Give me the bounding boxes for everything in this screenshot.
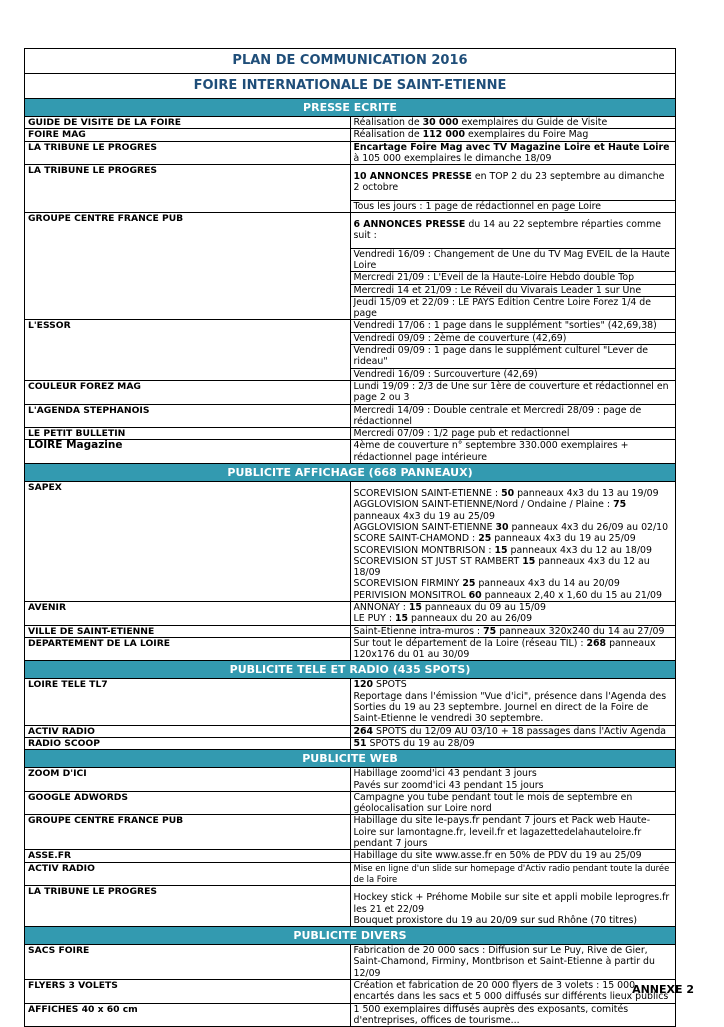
- media-detail: [350, 428, 676, 440]
- table-row: [25, 1003, 676, 1027]
- table-row: [25, 141, 676, 165]
- detail-bold-text: 50: [501, 488, 515, 500]
- detail-line: [354, 578, 673, 589]
- detail-line: [354, 219, 673, 242]
- detail-line: [354, 613, 673, 624]
- detail-text: panneaux 4x3 du 14 au 20/09: [475, 578, 620, 590]
- table-row: [25, 768, 676, 792]
- communication-plan-table: [24, 48, 676, 1027]
- detail-line: [354, 691, 673, 725]
- media-detail: [350, 200, 676, 212]
- detail-bold-text: 264: [353, 725, 374, 737]
- detail-line: [354, 915, 673, 926]
- media-name: DEPARTEMENT DE LA LOIRE: [25, 637, 351, 661]
- media-name: LA TRIBUNE LE PROGRES: [25, 141, 351, 165]
- section-header: PUBLICITE WEB: [25, 750, 676, 768]
- table-row: [25, 679, 676, 725]
- detail-text: exemplaires du Foire Mag: [465, 129, 589, 141]
- media-name: ASSE.FR: [25, 850, 351, 862]
- detail-bold-text: 25: [478, 533, 492, 545]
- detail-text: Bouquet proxistore du 19 au 20/09 sur sud Rhône (70 titres): [353, 914, 638, 926]
- media-detail: [350, 601, 676, 625]
- detail-line: [354, 638, 673, 661]
- detail-text: 4ème de couverture n° septembre 330.000 exemplaires + rédactionnel page intérieure: [353, 440, 629, 463]
- media-detail: [350, 737, 676, 749]
- media-detail: [350, 625, 676, 637]
- media-name: GROUPE CENTRE FRANCE PUB: [25, 815, 351, 850]
- annexe-label: ANNEXE 2: [632, 983, 694, 996]
- detail-text: panneaux 120x176 du 01 au 30/09: [353, 637, 656, 661]
- section-header: PUBLICITE DIVERS: [25, 927, 676, 945]
- media-detail: [350, 296, 676, 320]
- table-row: [25, 601, 676, 625]
- media-name: VILLE DE SAINT-ETIENNE: [25, 625, 351, 637]
- detail-line: [354, 249, 673, 272]
- media-detail: [350, 886, 676, 927]
- detail-text: PERIVISION MONSITROL: [353, 589, 469, 601]
- detail-line: [354, 488, 673, 499]
- table-row: [25, 725, 676, 737]
- media-detail: [350, 284, 676, 296]
- detail-text: Habillage du site le-pays.fr pendant 7 jours et Pack web Haute-Loire sur lamontagne.fr, leveil.fr et lagazettedelahauteloire.fr pendant 7 jours: [353, 815, 651, 850]
- detail-text: en TOP 2 du 23 septembre au dimanche 2 octobre: [353, 171, 665, 194]
- detail-text: SCOREVISION SAINT-ETIENNE :: [353, 488, 502, 500]
- table-row: [25, 165, 676, 201]
- media-name: LA TRIBUNE LE PROGRES: [25, 886, 351, 927]
- detail-text: Réalisation de: [353, 129, 423, 141]
- detail-text: Vendredi 16/09 : Surcouverture (42,69): [353, 368, 538, 380]
- detail-text: Mise en ligne d'un slide sur homepage d'Activ radio pendant toute la durée de la Foire: [353, 862, 670, 884]
- detail-line: [354, 142, 673, 165]
- media-name: COULEUR FOREZ MAG: [25, 380, 351, 404]
- detail-line: [354, 850, 673, 861]
- detail-line: [354, 369, 673, 380]
- media-detail: [350, 862, 676, 886]
- media-detail: [350, 272, 676, 284]
- detail-line: [354, 545, 673, 556]
- detail-text: 1 500 exemplaires diffusés auprès des exposants, comités d'entreprises, offices de tourisme...: [353, 1003, 629, 1026]
- detail-bold-text: 15: [408, 601, 422, 613]
- detail-bold-text: 15: [494, 544, 508, 556]
- detail-text: exemplaires du Guide de Visite: [458, 117, 608, 128]
- detail-text: Mercredi 14 et 21/09 : Le Réveil du Vivarais Leader 1 sur Une: [353, 284, 642, 296]
- detail-bold-text: 51: [353, 737, 367, 749]
- media-detail: [350, 725, 676, 737]
- detail-line: [354, 428, 673, 439]
- detail-bold-text: 10 ANNONCES PRESSE: [353, 171, 472, 183]
- media-name: FLYERS 3 VOLETS: [25, 980, 351, 1004]
- detail-text: SPOTS: [373, 679, 407, 691]
- detail-text: Vendredi 16/09 : Changement de Une du TV Mag EVEIL de la Haute Loire: [353, 248, 670, 271]
- detail-text: SPOTS du 12/09 AU 03/10 + 18 passages dans l'Activ Agenda: [373, 725, 667, 737]
- detail-text: à 105 000 exemplaires le dimanche 18/09: [353, 152, 552, 164]
- media-detail: [350, 440, 676, 464]
- section-header-row: [25, 99, 676, 117]
- detail-text: panneaux 2,40 x 1,60 du 15 au 21/09: [481, 589, 662, 601]
- media-detail: [350, 791, 676, 815]
- detail-text: panneaux 4x3 du 12 au 18/09: [507, 544, 652, 556]
- media-name: LOIRE Magazine: [25, 440, 351, 464]
- subtitle-row: [25, 74, 676, 99]
- section-header: PUBLICITE AFFICHAGE (668 PANNEAUX): [25, 464, 676, 482]
- media-detail: [350, 332, 676, 344]
- media-name: LE PETIT BULLETIN: [25, 428, 351, 440]
- detail-line: [354, 626, 673, 637]
- media-detail: [350, 345, 676, 369]
- detail-text: panneaux du 20 au 26/09: [408, 613, 533, 625]
- detail-text: SCOREVISION MONTBRISON :: [353, 544, 495, 556]
- detail-text: Habillage du site www.asse.fr en 50% de PDV du 19 au 25/09: [353, 850, 642, 862]
- media-detail: [350, 980, 676, 1004]
- media-name: SACS FOIRE: [25, 945, 351, 980]
- detail-line: [354, 892, 673, 915]
- media-detail: [350, 482, 676, 602]
- detail-text: Campagne you tube pendant tout le mois de septembre en géolocalisation sur Loire nord: [353, 791, 633, 815]
- detail-line: [354, 285, 673, 296]
- detail-bold-text: 6 ANNONCES PRESSE: [353, 219, 466, 231]
- detail-bold-text: 30: [495, 521, 509, 533]
- detail-line: [354, 679, 673, 690]
- detail-text: SCORE SAINT-CHAMOND :: [353, 533, 479, 545]
- detail-text: ANNONAY :: [353, 601, 409, 613]
- detail-line: [354, 440, 673, 463]
- media-name: GUIDE DE VISITE DE LA FOIRE: [25, 117, 351, 129]
- media-detail: [350, 141, 676, 165]
- detail-text: SCOREVISION FIRMINY: [353, 578, 463, 590]
- detail-line: [354, 726, 673, 737]
- media-name: GROUPE CENTRE FRANCE PUB: [25, 213, 351, 320]
- detail-line: [354, 792, 673, 815]
- section-header: PUBLICITE TELE ET RADIO (435 SPOTS): [25, 661, 676, 679]
- detail-text: Mercredi 21/09 : L'Eveil de la Haute-Loire Hebdo double Top: [353, 272, 635, 284]
- detail-line: [354, 129, 673, 140]
- media-detail: [350, 248, 676, 272]
- table-row: [25, 791, 676, 815]
- table-row: [25, 637, 676, 661]
- detail-text: Hockey stick + Préhome Mobile sur site et appli mobile leprogres.fr les 21 et 22/09: [353, 892, 670, 915]
- media-name: AVENIR: [25, 601, 351, 625]
- detail-text: panneaux 4x3 du 19 au 25/09: [353, 510, 495, 522]
- table-row: [25, 380, 676, 404]
- table-row: [25, 886, 676, 927]
- section-header-row: [25, 927, 676, 945]
- media-detail: [350, 165, 676, 201]
- section-header-row: [25, 464, 676, 482]
- table-row: [25, 980, 676, 1004]
- detail-line: [354, 556, 673, 579]
- media-name: GOOGLE ADWORDS: [25, 791, 351, 815]
- detail-line: [354, 533, 673, 544]
- detail-text: Réalisation de: [353, 117, 423, 128]
- detail-text: SPOTS du 19 au 28/09: [366, 737, 475, 749]
- detail-text: panneaux 320x240 du 14 au 27/09: [496, 625, 665, 637]
- detail-line: [354, 171, 673, 194]
- table-row: [25, 213, 676, 249]
- detail-line: [354, 117, 673, 128]
- media-detail: [350, 380, 676, 404]
- detail-line: [354, 242, 673, 248]
- detail-line: [354, 381, 673, 404]
- media-detail: [350, 815, 676, 850]
- detail-bold-text: 120: [353, 679, 374, 691]
- media-name: L'ESSOR: [25, 320, 351, 380]
- detail-bold-text: 15: [395, 613, 409, 625]
- detail-text: SCOREVISION ST JUST ST RAMBERT: [353, 555, 523, 567]
- detail-bold-text: 60: [468, 589, 482, 601]
- title-row: [25, 49, 676, 74]
- detail-bold-text: 112 000: [422, 129, 465, 141]
- detail-text: panneaux du 09 au 15/09: [421, 601, 546, 613]
- detail-text: Mercredi 14/09 : Double centrale et Mercredi 28/09 : page de rédactionnel: [353, 404, 642, 427]
- detail-bold-text: 75: [613, 499, 627, 511]
- detail-text: du 14 au 22 septembre réparties comme suit :: [353, 219, 662, 242]
- page-subtitle: FOIRE INTERNATIONALE DE SAINT-ETIENNE: [25, 74, 676, 99]
- detail-text: Création et fabrication de 20 000 flyers de 3 volets : 15 000 encartés dans les sacs et 5 000 diffusés sur différents lieux publics: [353, 980, 669, 1003]
- detail-line: [354, 590, 673, 601]
- table-row: [25, 320, 676, 332]
- detail-bold-text: 15: [522, 555, 536, 567]
- detail-line: [354, 345, 673, 368]
- detail-text: panneaux 4x3 du 26/09 au 02/10: [508, 521, 669, 533]
- table-row: [25, 129, 676, 141]
- section-header: PRESSE ECRITE: [25, 99, 676, 117]
- media-name: FOIRE MAG: [25, 129, 351, 141]
- media-detail: [350, 768, 676, 792]
- media-name: L'AGENDA STEPHANOIS: [25, 404, 351, 428]
- plan-table-body: [25, 49, 676, 1027]
- detail-line: [354, 333, 673, 344]
- media-detail: [350, 945, 676, 980]
- detail-text: Vendredi 09/09 : 1 page dans le supplément culturel "Lever de rideau": [353, 345, 649, 368]
- detail-line: [354, 945, 673, 979]
- detail-line: [354, 1004, 673, 1027]
- detail-text: Mercredi 07/09 : 1/2 page pub et redactionnel: [353, 428, 570, 440]
- media-name: AFFICHES 40 x 60 cm: [25, 1003, 351, 1027]
- detail-text: Vendredi 09/09 : 2ème de couverture (42,69): [353, 332, 567, 344]
- detail-text: Reportage dans l'émission "Vue d'ici", présence dans l'Agenda des Sorties du 19 au 23 septembre. Journel en direct de la Foire de Saint-Etienne le vendredi 30 septembre.: [353, 690, 667, 725]
- detail-text: Sur tout le département de la Loire (réseau TIL) :: [353, 637, 587, 649]
- media-name: ACTIV RADIO: [25, 862, 351, 886]
- detail-line: [354, 297, 673, 320]
- detail-text: AGGLOVISION SAINT-ETIENNE/Nord / Ondaine / Plaine :: [353, 499, 614, 511]
- media-name: ZOOM D'ICI: [25, 768, 351, 792]
- detail-bold-text: 268: [586, 637, 607, 649]
- detail-text: Vendredi 17/06 : 1 page dans le supplément "sorties" (42,69,38): [353, 320, 657, 332]
- page-title: PLAN DE COMMUNICATION 2016: [25, 49, 676, 74]
- media-name: LOIRE TELE TL7: [25, 679, 351, 725]
- detail-line: [354, 768, 673, 779]
- detail-text: Jeudi 15/09 et 22/09 : LE PAYS Edition Centre Loire Forez 1/4 de page: [353, 296, 652, 320]
- detail-line: [354, 863, 673, 886]
- table-row: [25, 737, 676, 749]
- media-name: ACTIV RADIO: [25, 725, 351, 737]
- table-row: [25, 482, 676, 602]
- media-detail: [350, 1003, 676, 1027]
- detail-line: [354, 499, 673, 522]
- media-detail: [350, 850, 676, 862]
- detail-text: panneaux 4x3 du 13 au 19/09: [514, 488, 659, 500]
- detail-line: [354, 738, 673, 749]
- detail-line: [354, 194, 673, 200]
- detail-line: [354, 320, 673, 331]
- section-header-row: [25, 661, 676, 679]
- detail-text: panneaux 4x3 du 19 au 25/09: [491, 533, 636, 545]
- table-row: [25, 625, 676, 637]
- table-row: [25, 945, 676, 980]
- table-row: [25, 428, 676, 440]
- detail-text: Tous les jours : 1 page de rédactionnel en page Loire: [353, 200, 602, 212]
- detail-line: [354, 815, 673, 849]
- media-detail: [350, 404, 676, 428]
- media-name: RADIO SCOOP: [25, 737, 351, 749]
- table-row: [25, 404, 676, 428]
- media-name: SAPEX: [25, 482, 351, 602]
- detail-line: [354, 602, 673, 613]
- detail-bold-text: 25: [462, 578, 476, 590]
- detail-text: Saint-Etienne intra-muros :: [353, 625, 484, 637]
- detail-line: [354, 780, 673, 791]
- detail-text: LE PUY :: [353, 613, 395, 625]
- table-row: [25, 815, 676, 850]
- media-detail: [350, 637, 676, 661]
- table-row: [25, 440, 676, 464]
- detail-bold-text: 30 000: [422, 117, 459, 128]
- detail-text: panneaux 4x3 du 12 au 18/09: [353, 555, 650, 579]
- detail-text: Habillage zoomd'ici 43 pendant 3 jours: [353, 768, 537, 780]
- detail-text: Lundi 19/09 : 2/3 de Une sur 1ère de couverture et rédactionnel en page 2 ou 3: [353, 380, 669, 404]
- media-detail: [350, 368, 676, 380]
- media-detail: [350, 213, 676, 249]
- detail-bold-text: 75: [483, 625, 497, 637]
- detail-line: [354, 201, 673, 212]
- media-name: LA TRIBUNE LE PROGRES: [25, 165, 351, 213]
- media-detail: [350, 117, 676, 129]
- table-row: [25, 862, 676, 886]
- media-detail: [350, 679, 676, 725]
- section-header-row: [25, 750, 676, 768]
- detail-line: [354, 405, 673, 428]
- table-row: [25, 117, 676, 129]
- detail-text: Pavés sur zoomd'ici 43 pendant 15 jours: [353, 779, 544, 791]
- detail-text: AGGLOVISION SAINT-ETIENNE: [353, 521, 496, 533]
- media-detail: [350, 129, 676, 141]
- media-detail: [350, 320, 676, 332]
- detail-text: Fabrication de 20 000 sacs : Diffusion sur Le Puy, Rive de Gier, Saint-Chamond, Firminy, Montbrison et Saint-Etienne à partir du 12/09: [353, 945, 655, 979]
- detail-line: [354, 522, 673, 533]
- detail-bold-text: Encartage Foire Mag avec TV Magazine Loire et Haute Loire: [353, 141, 670, 153]
- table-row: [25, 850, 676, 862]
- detail-line: [354, 272, 673, 283]
- detail-line: [354, 980, 673, 1003]
